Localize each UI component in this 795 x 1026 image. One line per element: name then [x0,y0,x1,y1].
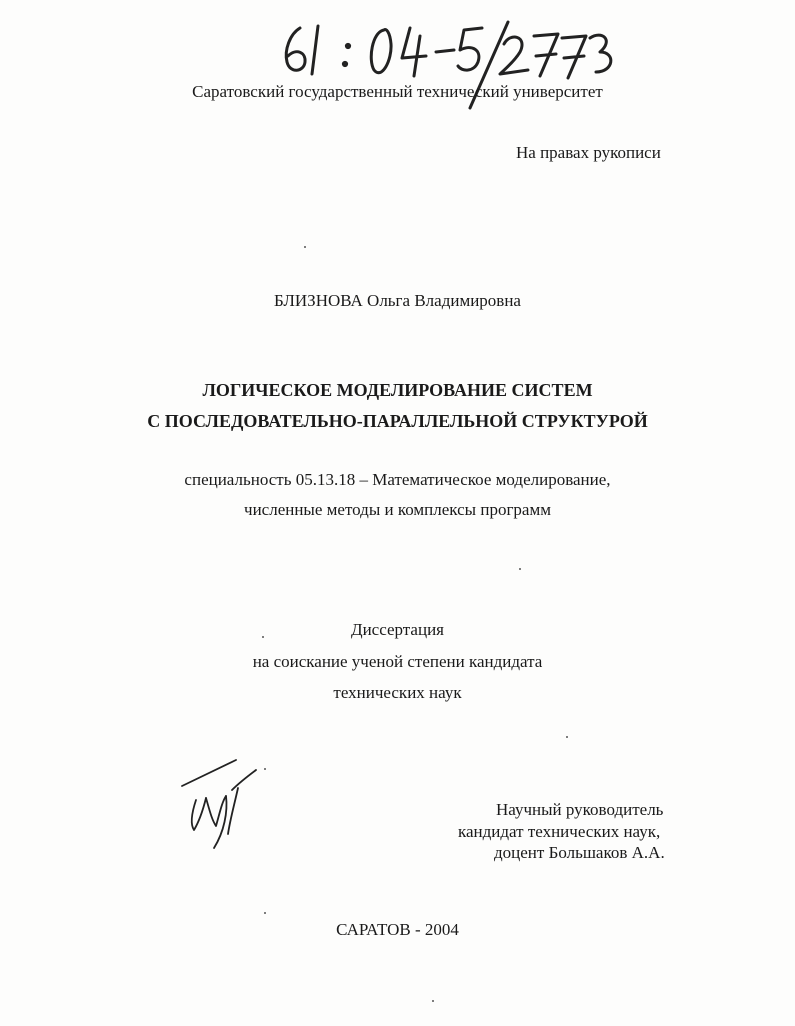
handwritten-archive-number [0,0,795,140]
specialty-line-1: специальность 05.13.18 – Математическое моделирование, [184,470,611,489]
scan-speck [304,246,306,248]
specialty-line-2: численные методы и комплексы программ [244,500,551,519]
scan-speck [262,636,264,638]
scan-speck [566,736,568,738]
dissertation-title-line-1: ЛОГИЧЕСКОЕ МОДЕЛИРОВАНИЕ СИСТЕМ [202,380,593,400]
university-name: Саратовский государственный технический университет [192,82,603,101]
scan-speck [264,768,266,770]
scan-speck [432,1000,434,1002]
degree-line: на соискание ученой степени кандидата [252,652,543,671]
author-name: БЛИЗНОВА Ольга Владимировна [274,291,521,310]
supervisor-name: доцент Большаков А.А. [494,843,665,862]
scan-speck [519,568,521,570]
dissertation-title-line-2: С ПОСЛЕДОВАТЕЛЬНО-ПАРАЛЛЕЛЬНОЙ СТРУКТУРОЙ [147,411,648,431]
city-year: САРАТОВ - 2004 [336,920,459,939]
supervisor-degree: кандидат технических наук, [458,822,661,841]
scan-speck [264,912,266,914]
dissertation-label: Диссертация [350,620,444,639]
manuscript-rights-note: На правах рукописи [516,143,661,162]
degree-field: технических наук [333,683,462,702]
supervisor-label: Научный руководитель [496,800,664,819]
